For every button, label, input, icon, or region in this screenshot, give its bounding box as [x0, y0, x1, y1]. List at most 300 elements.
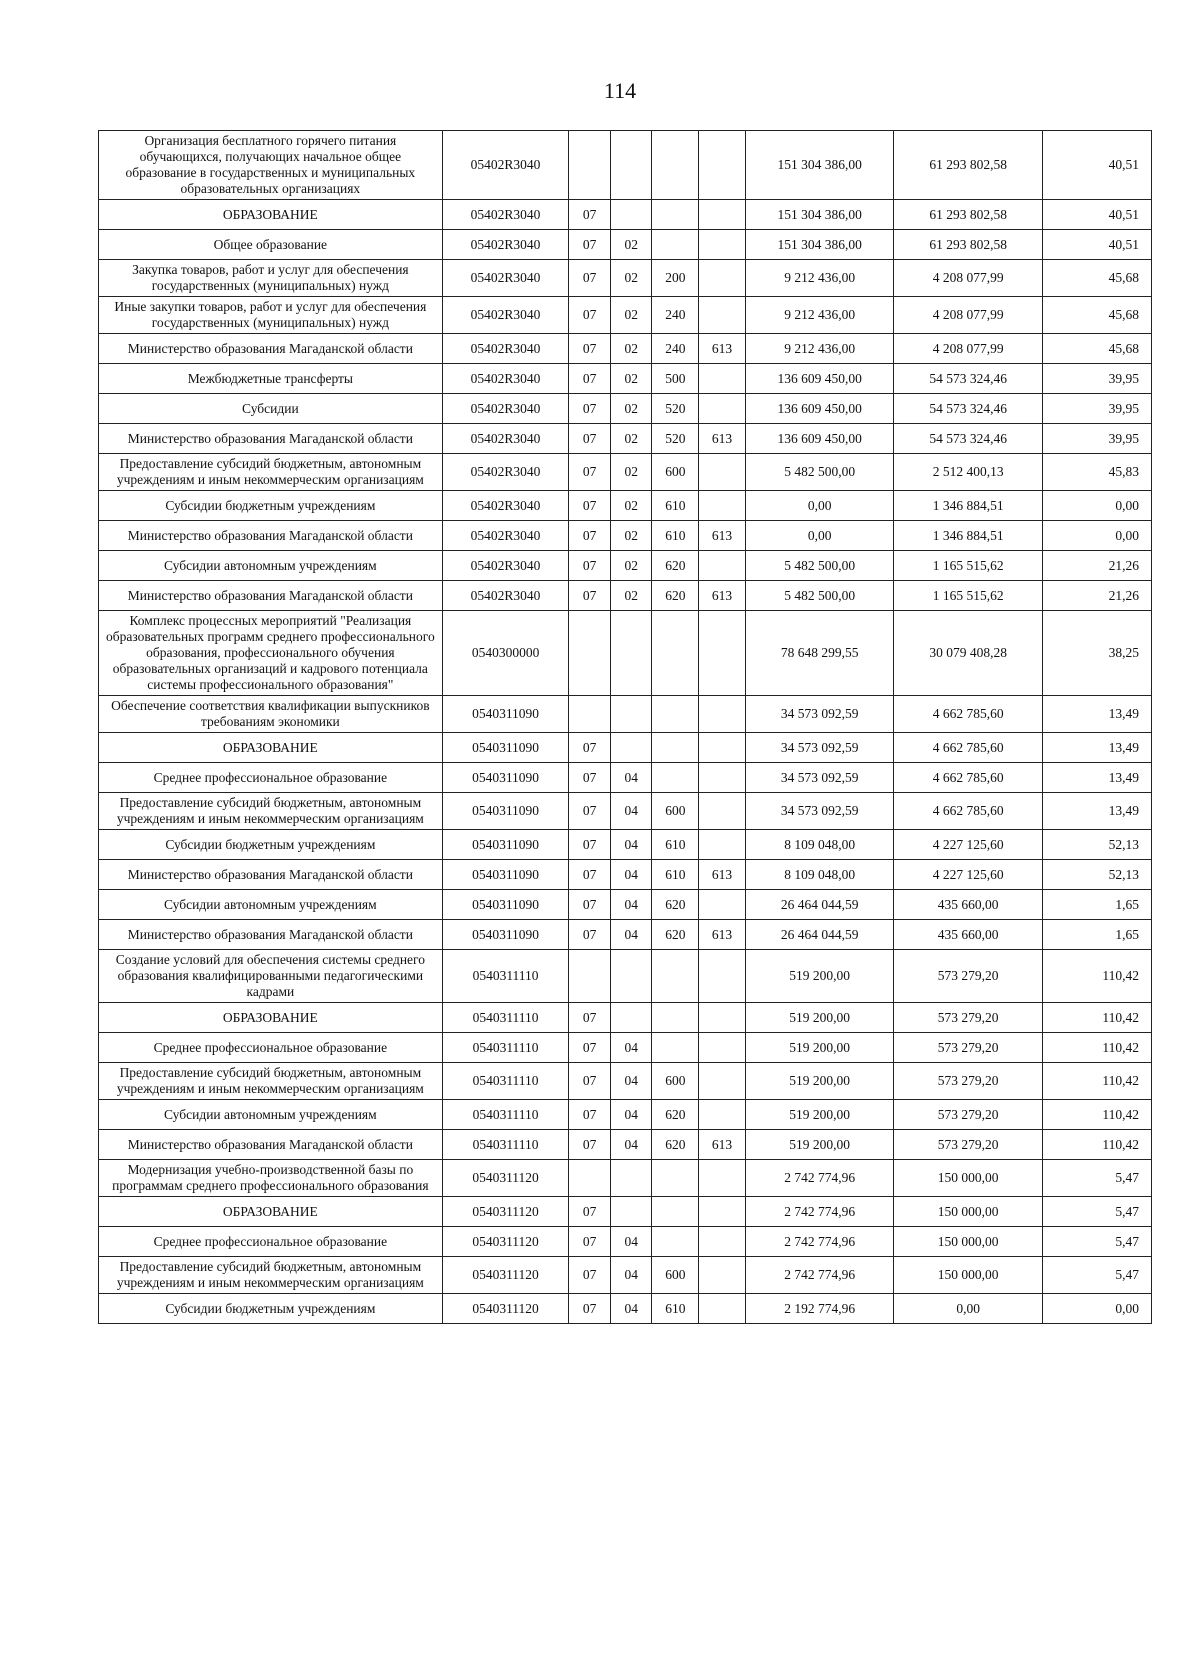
row-fact-amount: 0,00 [894, 1294, 1043, 1324]
row-target-article: 05402R3040 [442, 230, 569, 260]
row-admin-code [699, 1063, 746, 1100]
table-row [99, 1100, 1152, 1130]
table-row [99, 763, 1152, 793]
table-row [99, 1160, 1152, 1197]
row-subsection [610, 131, 652, 200]
row-name: Межбюджетные трансферты [99, 364, 443, 394]
row-plan-amount: 78 648 299,55 [745, 611, 894, 696]
row-percent: 110,42 [1042, 950, 1151, 1003]
row-target-article: 0540311120 [442, 1197, 569, 1227]
row-subsection: 04 [610, 1100, 652, 1130]
row-section: 07 [569, 334, 611, 364]
row-name: Субсидии автономным учреждениям [99, 890, 443, 920]
row-name: Субсидии бюджетным учреждениям [99, 491, 443, 521]
row-target-article: 05402R3040 [442, 260, 569, 297]
row-section: 07 [569, 454, 611, 491]
row-subsection: 04 [610, 793, 652, 830]
row-expense-type [652, 950, 699, 1003]
row-admin-code: 613 [699, 521, 746, 551]
row-target-article: 05402R3040 [442, 394, 569, 424]
table-row [99, 733, 1152, 763]
row-subsection [610, 611, 652, 696]
table-row [99, 1197, 1152, 1227]
row-percent: 5,47 [1042, 1197, 1151, 1227]
row-admin-code [699, 1003, 746, 1033]
table-row [99, 696, 1152, 733]
table-row [99, 890, 1152, 920]
row-admin-code [699, 1033, 746, 1063]
row-name: Обеспечение соответствия квалификации выпускников требованиям экономики [99, 696, 443, 733]
table-row [99, 364, 1152, 394]
row-percent: 110,42 [1042, 1003, 1151, 1033]
row-percent: 0,00 [1042, 491, 1151, 521]
row-expense-type: 620 [652, 1130, 699, 1160]
row-expense-type: 610 [652, 860, 699, 890]
row-name: Министерство образования Магаданской области [99, 1130, 443, 1160]
row-name: Предоставление субсидий бюджетным, автономным учреждениям и иным некоммерческим организациям [99, 1063, 443, 1100]
row-target-article: 0540311110 [442, 1100, 569, 1130]
row-percent: 21,26 [1042, 581, 1151, 611]
row-name: Министерство образования Магаданской области [99, 424, 443, 454]
row-name: Субсидии [99, 394, 443, 424]
row-plan-amount: 519 200,00 [745, 1130, 894, 1160]
row-admin-code [699, 890, 746, 920]
row-target-article: 0540311110 [442, 1063, 569, 1100]
row-admin-code [699, 131, 746, 200]
row-subsection [610, 1160, 652, 1197]
row-admin-code [699, 793, 746, 830]
row-section: 07 [569, 830, 611, 860]
row-plan-amount: 519 200,00 [745, 950, 894, 1003]
row-target-article: 0540300000 [442, 611, 569, 696]
row-target-article: 05402R3040 [442, 491, 569, 521]
row-fact-amount: 1 165 515,62 [894, 581, 1043, 611]
row-fact-amount: 4 662 785,60 [894, 696, 1043, 733]
row-fact-amount: 435 660,00 [894, 920, 1043, 950]
row-target-article: 0540311120 [442, 1160, 569, 1197]
row-expense-type [652, 200, 699, 230]
row-name: Министерство образования Магаданской области [99, 581, 443, 611]
row-fact-amount: 4 662 785,60 [894, 763, 1043, 793]
row-fact-amount: 1 346 884,51 [894, 491, 1043, 521]
row-fact-amount: 61 293 802,58 [894, 230, 1043, 260]
row-admin-code [699, 297, 746, 334]
row-subsection: 02 [610, 364, 652, 394]
table-row [99, 260, 1152, 297]
row-target-article: 0540311090 [442, 830, 569, 860]
table-row [99, 1033, 1152, 1063]
row-section: 07 [569, 297, 611, 334]
row-section [569, 950, 611, 1003]
row-fact-amount: 4 662 785,60 [894, 733, 1043, 763]
row-section: 07 [569, 1130, 611, 1160]
row-plan-amount: 34 573 092,59 [745, 763, 894, 793]
row-plan-amount: 519 200,00 [745, 1033, 894, 1063]
row-percent: 1,65 [1042, 890, 1151, 920]
row-subsection: 02 [610, 424, 652, 454]
row-admin-code: 613 [699, 334, 746, 364]
row-fact-amount: 4 208 077,99 [894, 260, 1043, 297]
row-name: Министерство образования Магаданской области [99, 521, 443, 551]
row-admin-code: 613 [699, 581, 746, 611]
row-plan-amount: 26 464 044,59 [745, 920, 894, 950]
row-subsection: 04 [610, 1227, 652, 1257]
row-section: 07 [569, 491, 611, 521]
row-section: 07 [569, 1227, 611, 1257]
row-name: Министерство образования Магаданской области [99, 860, 443, 890]
row-target-article: 05402R3040 [442, 454, 569, 491]
row-plan-amount: 0,00 [745, 491, 894, 521]
row-percent: 38,25 [1042, 611, 1151, 696]
row-expense-type: 610 [652, 521, 699, 551]
row-expense-type: 600 [652, 1257, 699, 1294]
table-row [99, 793, 1152, 830]
table-row [99, 830, 1152, 860]
row-name: ОБРАЗОВАНИЕ [99, 1197, 443, 1227]
row-name: ОБРАЗОВАНИЕ [99, 200, 443, 230]
row-percent: 13,49 [1042, 763, 1151, 793]
row-percent: 13,49 [1042, 696, 1151, 733]
row-percent: 110,42 [1042, 1033, 1151, 1063]
row-plan-amount: 151 304 386,00 [745, 131, 894, 200]
row-admin-code: 613 [699, 424, 746, 454]
row-admin-code [699, 454, 746, 491]
row-subsection [610, 200, 652, 230]
row-target-article: 0540311110 [442, 1130, 569, 1160]
row-subsection: 02 [610, 581, 652, 611]
row-target-article: 0540311090 [442, 890, 569, 920]
row-target-article: 0540311090 [442, 860, 569, 890]
row-fact-amount: 4 208 077,99 [894, 297, 1043, 334]
row-section: 07 [569, 890, 611, 920]
row-target-article: 0540311090 [442, 733, 569, 763]
row-section: 07 [569, 200, 611, 230]
row-section: 07 [569, 793, 611, 830]
row-target-article: 05402R3040 [442, 521, 569, 551]
table-row [99, 1257, 1152, 1294]
row-expense-type: 200 [652, 260, 699, 297]
row-expense-type [652, 1003, 699, 1033]
row-subsection: 04 [610, 860, 652, 890]
row-section [569, 1160, 611, 1197]
row-section: 07 [569, 733, 611, 763]
row-admin-code [699, 200, 746, 230]
row-target-article: 0540311110 [442, 1033, 569, 1063]
row-subsection: 04 [610, 830, 652, 860]
row-fact-amount: 573 279,20 [894, 1033, 1043, 1063]
row-section: 07 [569, 1003, 611, 1033]
table-row [99, 521, 1152, 551]
row-name: Среднее профессиональное образование [99, 763, 443, 793]
row-subsection: 02 [610, 297, 652, 334]
table-row [99, 581, 1152, 611]
row-admin-code: 613 [699, 1130, 746, 1160]
page-number: 114 [603, 78, 637, 103]
table-row [99, 920, 1152, 950]
row-subsection: 04 [610, 1130, 652, 1160]
row-name: Предоставление субсидий бюджетным, автономным учреждениям и иным некоммерческим организациям [99, 454, 443, 491]
table-row [99, 297, 1152, 334]
row-plan-amount: 519 200,00 [745, 1063, 894, 1100]
row-fact-amount: 573 279,20 [894, 1100, 1043, 1130]
row-expense-type [652, 733, 699, 763]
row-fact-amount: 4 227 125,60 [894, 860, 1043, 890]
row-fact-amount: 1 165 515,62 [894, 551, 1043, 581]
row-admin-code [699, 491, 746, 521]
row-fact-amount: 61 293 802,58 [894, 131, 1043, 200]
row-admin-code: 613 [699, 860, 746, 890]
table-row [99, 334, 1152, 364]
row-fact-amount: 61 293 802,58 [894, 200, 1043, 230]
row-admin-code [699, 1257, 746, 1294]
row-fact-amount: 150 000,00 [894, 1227, 1043, 1257]
row-target-article: 0540311090 [442, 763, 569, 793]
row-expense-type: 600 [652, 793, 699, 830]
row-name: Общее образование [99, 230, 443, 260]
row-section: 07 [569, 394, 611, 424]
row-fact-amount: 4 208 077,99 [894, 334, 1043, 364]
row-admin-code [699, 260, 746, 297]
table-row [99, 230, 1152, 260]
table-row [99, 1294, 1152, 1324]
row-expense-type: 620 [652, 581, 699, 611]
row-admin-code [699, 1100, 746, 1130]
row-expense-type [652, 230, 699, 260]
row-plan-amount: 519 200,00 [745, 1100, 894, 1130]
table-row [99, 1227, 1152, 1257]
row-section: 07 [569, 763, 611, 793]
row-fact-amount: 4 662 785,60 [894, 793, 1043, 830]
row-name: Субсидии автономным учреждениям [99, 1100, 443, 1130]
row-name: ОБРАЗОВАНИЕ [99, 733, 443, 763]
row-subsection [610, 1003, 652, 1033]
row-section: 07 [569, 424, 611, 454]
table-row [99, 1063, 1152, 1100]
row-expense-type: 620 [652, 551, 699, 581]
row-percent: 45,83 [1042, 454, 1151, 491]
row-name: ОБРАЗОВАНИЕ [99, 1003, 443, 1033]
row-percent: 52,13 [1042, 860, 1151, 890]
row-fact-amount: 573 279,20 [894, 1063, 1043, 1100]
row-admin-code [699, 830, 746, 860]
row-percent: 5,47 [1042, 1227, 1151, 1257]
row-target-article: 0540311120 [442, 1257, 569, 1294]
row-name: Модернизация учебно-производственной базы по программам среднего профессионального образования [99, 1160, 443, 1197]
row-target-article: 0540311110 [442, 950, 569, 1003]
row-plan-amount: 34 573 092,59 [745, 696, 894, 733]
table-row [99, 1003, 1152, 1033]
row-fact-amount: 54 573 324,46 [894, 394, 1043, 424]
row-section: 07 [569, 860, 611, 890]
row-name: Министерство образования Магаданской области [99, 920, 443, 950]
row-plan-amount: 8 109 048,00 [745, 830, 894, 860]
row-section: 07 [569, 1100, 611, 1130]
row-admin-code [699, 1160, 746, 1197]
row-percent: 13,49 [1042, 793, 1151, 830]
row-fact-amount: 150 000,00 [894, 1197, 1043, 1227]
row-expense-type: 610 [652, 830, 699, 860]
row-name: Субсидии бюджетным учреждениям [99, 830, 443, 860]
row-subsection [610, 950, 652, 1003]
row-subsection: 02 [610, 230, 652, 260]
row-fact-amount: 573 279,20 [894, 950, 1043, 1003]
row-fact-amount: 573 279,20 [894, 1130, 1043, 1160]
row-plan-amount: 136 609 450,00 [745, 364, 894, 394]
row-subsection: 04 [610, 1294, 652, 1324]
row-percent: 5,47 [1042, 1160, 1151, 1197]
row-expense-type: 240 [652, 334, 699, 364]
row-plan-amount: 2 742 774,96 [745, 1257, 894, 1294]
row-section: 07 [569, 230, 611, 260]
row-plan-amount: 519 200,00 [745, 1003, 894, 1033]
row-expense-type [652, 1227, 699, 1257]
row-subsection [610, 1197, 652, 1227]
row-target-article: 05402R3040 [442, 131, 569, 200]
row-percent: 40,51 [1042, 131, 1151, 200]
row-fact-amount: 54 573 324,46 [894, 364, 1043, 394]
row-subsection: 04 [610, 1063, 652, 1100]
table-row [99, 1130, 1152, 1160]
row-subsection: 02 [610, 394, 652, 424]
row-admin-code [699, 1294, 746, 1324]
budget-table [98, 130, 1152, 1324]
row-expense-type: 520 [652, 424, 699, 454]
row-subsection [610, 733, 652, 763]
row-expense-type: 520 [652, 394, 699, 424]
row-name: Среднее профессиональное образование [99, 1033, 443, 1063]
row-name: Предоставление субсидий бюджетным, автономным учреждениям и иным некоммерческим организациям [99, 1257, 443, 1294]
row-percent: 5,47 [1042, 1257, 1151, 1294]
row-fact-amount: 435 660,00 [894, 890, 1043, 920]
row-percent: 40,51 [1042, 200, 1151, 230]
row-target-article: 0540311110 [442, 1003, 569, 1033]
row-fact-amount: 1 346 884,51 [894, 521, 1043, 551]
row-expense-type: 500 [652, 364, 699, 394]
row-expense-type: 610 [652, 491, 699, 521]
row-fact-amount: 573 279,20 [894, 1003, 1043, 1033]
row-plan-amount: 136 609 450,00 [745, 394, 894, 424]
row-section: 07 [569, 581, 611, 611]
row-expense-type: 620 [652, 920, 699, 950]
row-plan-amount: 0,00 [745, 521, 894, 551]
row-percent: 45,68 [1042, 297, 1151, 334]
row-expense-type: 600 [652, 1063, 699, 1100]
row-fact-amount: 2 512 400,13 [894, 454, 1043, 491]
row-name: Министерство образования Магаданской области [99, 334, 443, 364]
row-target-article: 0540311090 [442, 793, 569, 830]
row-admin-code [699, 950, 746, 1003]
row-expense-type [652, 1197, 699, 1227]
row-admin-code [699, 230, 746, 260]
row-target-article: 0540311120 [442, 1294, 569, 1324]
row-expense-type: 610 [652, 1294, 699, 1324]
row-expense-type: 620 [652, 890, 699, 920]
row-subsection: 04 [610, 763, 652, 793]
row-plan-amount: 9 212 436,00 [745, 334, 894, 364]
row-plan-amount: 2 742 774,96 [745, 1160, 894, 1197]
row-subsection: 04 [610, 890, 652, 920]
row-fact-amount: 4 227 125,60 [894, 830, 1043, 860]
row-subsection: 02 [610, 521, 652, 551]
row-target-article: 05402R3040 [442, 200, 569, 230]
row-name: Комплекс процессных мероприятий "Реализация образовательных программ среднего профессионального образования, профессионального обучения образовательных организаций и кадрового потенциала системы профессионального образования" [99, 611, 443, 696]
row-expense-type: 240 [652, 297, 699, 334]
row-expense-type [652, 1033, 699, 1063]
row-subsection: 04 [610, 920, 652, 950]
row-admin-code [699, 733, 746, 763]
row-percent: 45,68 [1042, 260, 1151, 297]
row-section: 07 [569, 1197, 611, 1227]
row-subsection: 04 [610, 1033, 652, 1063]
row-target-article: 05402R3040 [442, 424, 569, 454]
row-target-article: 05402R3040 [442, 581, 569, 611]
row-fact-amount: 30 079 408,28 [894, 611, 1043, 696]
row-target-article: 05402R3040 [442, 297, 569, 334]
row-plan-amount: 34 573 092,59 [745, 733, 894, 763]
row-admin-code [699, 611, 746, 696]
row-expense-type: 620 [652, 1100, 699, 1130]
row-subsection: 02 [610, 334, 652, 364]
row-section: 07 [569, 1294, 611, 1324]
row-plan-amount: 5 482 500,00 [745, 551, 894, 581]
row-section: 07 [569, 1063, 611, 1100]
row-section: 07 [569, 1033, 611, 1063]
table-row [99, 491, 1152, 521]
row-percent: 39,95 [1042, 364, 1151, 394]
row-plan-amount: 26 464 044,59 [745, 890, 894, 920]
row-subsection: 02 [610, 260, 652, 297]
row-name: Субсидии автономным учреждениям [99, 551, 443, 581]
row-admin-code [699, 763, 746, 793]
row-admin-code [699, 696, 746, 733]
row-expense-type [652, 611, 699, 696]
row-expense-type [652, 763, 699, 793]
row-plan-amount: 151 304 386,00 [745, 230, 894, 260]
row-expense-type: 600 [652, 454, 699, 491]
table-row [99, 950, 1152, 1003]
row-name: Среднее профессиональное образование [99, 1227, 443, 1257]
row-target-article: 05402R3040 [442, 364, 569, 394]
row-percent: 110,42 [1042, 1063, 1151, 1100]
row-plan-amount: 2 192 774,96 [745, 1294, 894, 1324]
row-percent: 13,49 [1042, 733, 1151, 763]
row-subsection: 02 [610, 551, 652, 581]
row-percent: 52,13 [1042, 830, 1151, 860]
row-percent: 110,42 [1042, 1100, 1151, 1130]
row-percent: 39,95 [1042, 424, 1151, 454]
row-subsection: 02 [610, 454, 652, 491]
row-section: 07 [569, 920, 611, 950]
row-name: Субсидии бюджетным учреждениям [99, 1294, 443, 1324]
row-plan-amount: 5 482 500,00 [745, 454, 894, 491]
row-section: 07 [569, 1257, 611, 1294]
row-fact-amount: 150 000,00 [894, 1257, 1043, 1294]
row-expense-type [652, 1160, 699, 1197]
row-plan-amount: 2 742 774,96 [745, 1197, 894, 1227]
row-plan-amount: 136 609 450,00 [745, 424, 894, 454]
table-row [99, 551, 1152, 581]
row-percent: 0,00 [1042, 521, 1151, 551]
row-target-article: 05402R3040 [442, 334, 569, 364]
row-target-article: 0540311090 [442, 696, 569, 733]
table-body [99, 131, 1152, 1324]
row-expense-type [652, 131, 699, 200]
row-plan-amount: 2 742 774,96 [745, 1227, 894, 1257]
table-row [99, 454, 1152, 491]
row-name: Предоставление субсидий бюджетным, автономным учреждениям и иным некоммерческим организациям [99, 793, 443, 830]
table-row [99, 860, 1152, 890]
row-admin-code [699, 364, 746, 394]
